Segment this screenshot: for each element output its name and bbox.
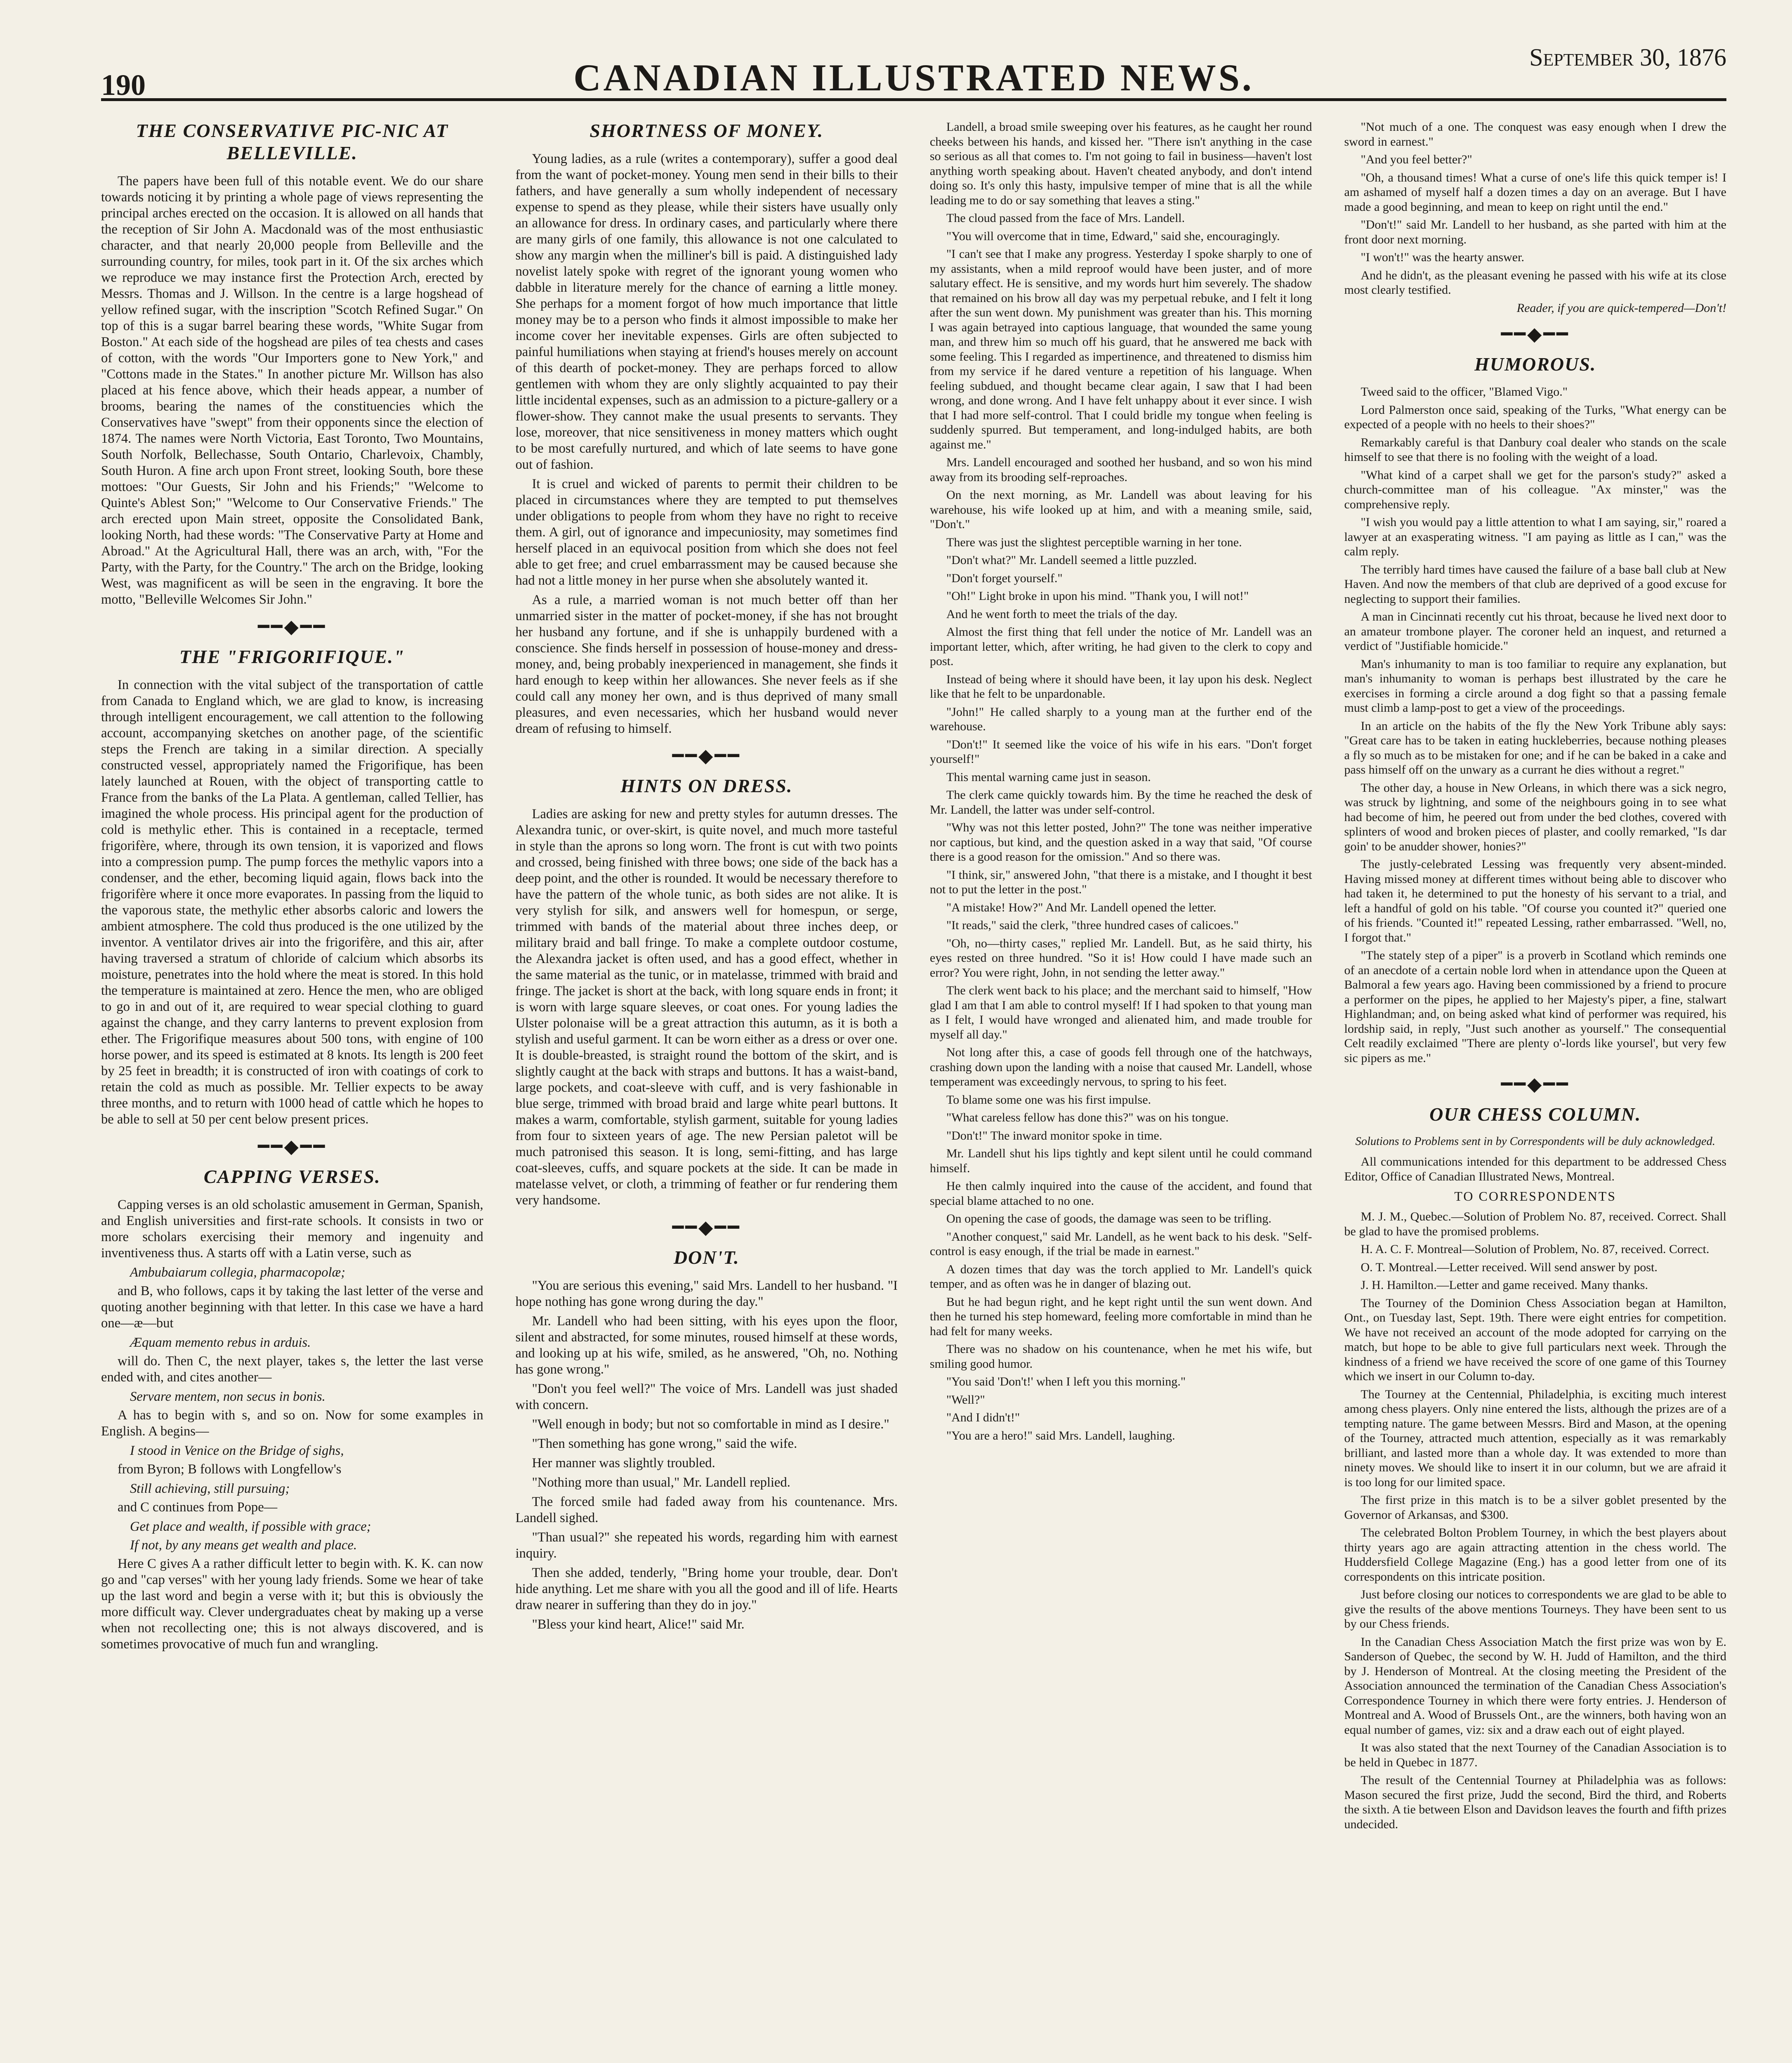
newspaper-title: CANADIAN ILLUSTRATED NEWS. (573, 57, 1254, 99)
section-divider: ━━◆━━ (1501, 1074, 1570, 1095)
article-paragraph: from Byron; B follows with Longfellow's (118, 1462, 342, 1477)
masthead (101, 39, 1726, 101)
article-paragraph: "What careless fellow has done this?" was on his tongue. (946, 1111, 1229, 1124)
article-paragraph: Here C gives A a rather difficult letter to begin with. K. K. can now go and "cap verses" with her young lady friends. Some we hear of take up the last word and begin a verse with it; but this is obviously the more difficult way. Clever undergraduates cheat by making up a verse when not recollecting one; this is not always discovered, and is sometimes provocative of much fun and wrangling. (101, 1556, 483, 1652)
article-paragraph: A dozen times that day was the torch applied to Mr. Landell's quick temper, and as often was he in danger of blazing out. (930, 1262, 1312, 1291)
verse-quote: Ambubaiarum collegia, pharmacopolæ; (130, 1265, 346, 1280)
humor-item: The terribly hard times have caused the failure of a base ball club at New Haven. And now the members of that club are deprived of a good excuse for neglecting to support their families. (1344, 562, 1726, 606)
chess-news-paragraph: Just before closing our notices to correspondents we are glad to be able to give the results of the above mentions Tourneys. They have been sent to us by our Chess friends. (1344, 1588, 1726, 1631)
section-divider: ━━◆━━ (258, 616, 327, 637)
article-paragraph: "Oh, no—thirty cases," replied Mr. Landell. But, as he said thirty, his eyes rested on three hundred. "So it is! How could I have made such an error? You were right, John, in not sending the letter away." (930, 936, 1312, 980)
article-paragraph: Mrs. Landell encouraged and soothed her husband, and so won his mind away from its brooding self-reproaches. (930, 456, 1312, 484)
chess-news-paragraph: The first prize in this match is to be a silver goblet presented by the Governor of Arkansas, and $300. (1344, 1493, 1726, 1522)
article-heading-humorous: HUMOROUS. (1474, 354, 1596, 375)
article-paragraph: "Oh, a thousand times! What a curse of one's life this quick temper is! I am ashamed of myself half a dozen times a day on an average. But I have made a good beginning, and mean to keep on right until the end." (1344, 170, 1726, 214)
column-3 (930, 120, 1312, 2063)
humor-item: A man in Cincinnati recently cut his throat, because he lived next door to an amateur trombone player. The coroner held an inquest, and returned a verdict of "Justifiable homicide." (1344, 610, 1726, 653)
article-paragraph: "You are serious this evening," said Mrs. Landell to her husband. "I hope nothing has gone wrong during the day." (515, 1278, 898, 1309)
article-paragraph: On opening the case of goods, the damage was seen to be trifling. (946, 1212, 1272, 1225)
verse-quote: Still achieving, still pursuing; (130, 1481, 290, 1496)
article-paragraph: And he didn't, as the pleasant evening he passed with his wife at its close most clearly testified. (1344, 268, 1726, 297)
section-divider: ━━◆━━ (672, 1217, 741, 1238)
article-paragraph: "Don't!" It seemed like the voice of his wife in his ears. "Don't forget yourself!" (930, 737, 1312, 766)
article-paragraph: It is cruel and wicked of parents to permit their children to be placed in circumstances where they are tempted to put themselves under obligations to people from whom they have no right to receive them. A girl, out of ignorance and impecuniosity, may sometimes find herself placed in an equivocal position from which she does not feel able to get free; and cruel embarrassment may be caused because she had not a little money in her purse when she absolutely wanted it. (515, 477, 898, 588)
article-heading-dont: DON'T. (673, 1247, 740, 1268)
section-divider: ━━◆━━ (258, 1136, 327, 1157)
humor-item: In an article on the habits of the fly the New York Tribune ably says: "Great care has to be taken in eating huckleberries, because nothing pleases a fly so much as to be mistaken for one; and if he can be baked in a cake and pass himself off on the unwary as a currant he dies without a regret." (1344, 719, 1726, 777)
article-paragraph: "Don't forget yourself." (946, 571, 1063, 585)
article-paragraph: and B, who follows, caps it by taking the last letter of the verse and quoting another beginning with that letter. In this case we have a hard one—æ—but (101, 1284, 483, 1331)
article-paragraph: The forced smile had faded away from his countenance. Mrs. Landell sighed. (515, 1494, 898, 1525)
article-paragraph: "And you feel better?" (1361, 153, 1472, 166)
article-paragraph: "Bless your kind heart, Alice!" said Mr. (532, 1617, 745, 1632)
article-paragraph: There was no shadow on his countenance, when he met his wife, but smiling good humor. (930, 1342, 1312, 1371)
chess-news-paragraph: In the Canadian Chess Association Match the first prize was won by E. Sanderson of Quebec, the second by W. H. Judd of Hamilton, and the third by J. Henderson of Montreal. At the closing meeting the President of the Association announced the termination of the Canadian Chess Association's Correspondence Tourney in which there were forty entries. J. Henderson of Montreal and A. Wood of Brussels Ont., are the winners, both having won an equal number of games, viz: six and a draw each out of eight played. (1344, 1635, 1726, 1737)
verse-quote: Servare mentem, non secus in bonis. (130, 1389, 325, 1404)
verse-quote: I stood in Venice on the Bridge of sighs, (130, 1443, 344, 1458)
column-4 (1344, 120, 1727, 2063)
page-number: 190 (101, 68, 146, 101)
article-paragraph: Landell, a broad smile sweeping over his features, as he caught her round cheeks between his hands, and kissed her. "There isn't anything in the case so serious as all that comes to. I'm not going to fail in business—haven't lost anything worth speaking about. Haven't cheated anybody, and don't intend doing so. It's only this hasty, impulsive temper of mine that is all the while leading me to do or say something that leaves a sting." (930, 120, 1312, 207)
article-paragraph: "Don't!" The inward monitor spoke in time. (946, 1128, 1162, 1142)
article-paragraph: "You will overcome that in time, Edward," said she, encouragingly. (946, 229, 1280, 243)
correspondent-note: H. A. C. F. Montreal—Solution of Problem, No. 87, received. Correct. (1361, 1242, 1709, 1256)
page-columns (101, 120, 1726, 2063)
article-heading-frigorifique: THE "FRIGORIFIQUE." (179, 646, 405, 667)
article-heading-hints-on-dress: HINTS ON DRESS. (620, 775, 793, 796)
article-paragraph: "Why was not this letter posted, John?" The tone was neither imperative nor captious, but kind, and the question asked in a way that said, "Of course there is a good reason for the omission." And so there was. (930, 821, 1312, 864)
article-paragraph: As a rule, a married woman is not much better off than her unmarried sister in the matter of pocket-money, if she has not brought her husband any fortune, and if she is unhappily burdened with a conscience. She finds herself in possession of house-money and dress-money, and, being probably inexperienced in management, she finds it hard enough to keep within her allowances. She never feels as if she could call any money her own, and is thus deprived of many small pleasures, and even necessaries, which her husband would never dream of refusing to himself. (515, 592, 898, 736)
chess-news-paragraph: The Tourney of the Dominion Chess Association began at Hamilton, Ont., on Tuesday last, Sept. 19th. There were eight entries for competition. We have not received an account of the mode adopted for carrying on the match, but hope to be able to give full particulars next week. Through the kindness of a friend we have received the score of one game of this Tourney which we insert in our Column to-day. (1344, 1296, 1726, 1383)
article-paragraph: "Than usual?" she repeated his words, regarding him with earnest inquiry. (515, 1530, 898, 1561)
article-paragraph: Her manner was slightly troubled. (532, 1456, 715, 1471)
article-heading-capping-verses: CAPPING VERSES. (203, 1166, 381, 1187)
section-divider: ━━◆━━ (672, 745, 741, 766)
article-paragraph: "Well enough in body; but not so comfortable in mind as I desire." (532, 1417, 889, 1432)
article-paragraph: "John!" He called sharply to a young man at the further end of the warehouse. (930, 705, 1312, 733)
article-paragraph: There was just the slightest perceptible warning in her tone. (946, 535, 1242, 549)
article-paragraph: "You are a hero!" said Mrs. Landell, laughing. (946, 1428, 1175, 1442)
chess-news-paragraph: The celebrated Bolton Problem Tourney, in which the best players about thirty years ago are again attracting attention in the chess world. The Huddersfield College Magazine (Eng.) has a good letter from one of its correspondents on this intricate position. (1344, 1526, 1726, 1584)
humor-item: Man's inhumanity to man is too familiar to require any explanation, but man's inhumanity to woman is perhaps best illustrated by the care he exercises in forming a circle around a dog fight so that a passing female must climb a lamp-post to get a view of the proceedings. (1344, 657, 1726, 715)
article-paragraph: Almost the first thing that fell under the notice of Mr. Landell was an important letter, which, after writing, he had given to the clerk to copy and post. (930, 625, 1312, 668)
humor-item: The justly-celebrated Lessing was frequently very absent-minded. Having missed money at different times without being able to discover who had taken it, he determined to put the honesty of his servant to a trial, and left a handful of gold on his table. "Of course you counted it?" queried one of his friends. "Counted it!" repeated Lessing, rather embarrassed. "Well, no, I forgot that." (1344, 857, 1726, 944)
humor-item: The other day, a house in New Orleans, in which there was a sick negro, was struck by lightning, and some of the neighbours going in to see what had become of him, he peered out from under the bed clothes, covered with splinters of wood and broken pieces of plaster, and coolly remarked, "Is dar goin' to be anudder shower, honies?" (1344, 781, 1726, 853)
article-paragraph: "Nothing more than usual," Mr. Landell replied. (532, 1475, 790, 1490)
section-divider: ━━◆━━ (1501, 323, 1570, 345)
article-paragraph: Then she added, tenderly, "Bring home your trouble, dear. Don't hide anything. Let me share with you all the good and ill of life. Hearts draw nearer in suffering than they do in joy." (515, 1565, 898, 1612)
article-heading-shortness-of-money: SHORTNESS OF MONEY. (589, 120, 824, 141)
article-heading-chess-column: OUR CHESS COLUMN. (1429, 1104, 1641, 1125)
article-paragraph: "And I didn't!" (946, 1411, 1020, 1424)
chess-news-paragraph: It was also stated that the next Tourney of the Canadian Association is to be held in Quebec in 1877. (1344, 1741, 1726, 1769)
article-paragraph: A has to begin with s, and so on. Now for some examples in English. A begins— (101, 1408, 483, 1439)
correspondent-note: M. J. M., Quebec.—Solution of Problem No. 87, received. Correct. Shall be glad to have the promised problems. (1344, 1210, 1726, 1238)
article-paragraph: "You said 'Don't!' when I left you this morning." (946, 1375, 1186, 1388)
chess-news-paragraph: The result of the Centennial Tourney at Philadelphia was as follows: Mason secured the first prize, Judd the second, Bird the third, and Roberts the sixth. A tie between Elson and Davidson leaves the fourth and fifth prizes undecided. (1344, 1773, 1726, 1831)
article-paragraph: "Don't what?" Mr. Landell seemed a little puzzled. (946, 553, 1197, 567)
article-paragraph: This mental warning came just in season. (946, 770, 1151, 784)
article-paragraph: Mr. Landell who had been sitting, with his eyes upon the floor, silent and abstracted, for some minutes, roused himself at these words, and looking up at his wife, smiled, as he answered, "Oh, no. Nothing has gone wrong." (515, 1314, 898, 1377)
article-paragraph: "I think, sir," answered John, "that there is a mistake, and I thought it best not to put the letter in the post." (930, 868, 1312, 896)
article-paragraph: But he had begun right, and he kept right until the sun went down. And then he turned his step homeward, feeling more comfortable in mind than he had felt for many weeks. (930, 1295, 1312, 1338)
verse-quote: Æquam memento rebus in arduis. (130, 1335, 311, 1350)
article-paragraph: Mr. Landell shut his lips tightly and kept silent until he could command himself. (930, 1147, 1312, 1175)
article-paragraph: Capping verses is an old scholastic amusement in German, Spanish, and English universities and first-rate schools. It consists in two or more scholars exercising their memory and ingenuity and inventiveness thus. A starts off with a Latin verse, such as (101, 1197, 483, 1260)
issue-date: September 30, 1876 (1529, 44, 1726, 71)
article-paragraph: Not long after this, a case of goods fell through one of the hatchways, crashing down upon the landing with a noise that caused Mr. Landell, whose temperament was exceedingly nervous, to spring to his feet. (930, 1046, 1312, 1088)
article-paragraph: "Don't you feel well?" The voice of Mrs. Landell was just shaded with concern. (515, 1381, 898, 1412)
humor-item: "I wish you would pay a little attention to what I am saying, sir," roared a lawyer at an exasperating witness. "I am paying as little as I can," was the calm reply. (1344, 515, 1726, 558)
article-paragraph: "Don't!" said Mr. Landell to her husband, as she parted with him at the front door next morning. (1344, 218, 1726, 246)
article-paragraph: Young ladies, as a rule (writes a contemporary), suffer a good deal from the want of pocket-money. Young men send in their bills to their fathers, and have generally a sum wholly independent of necessary expense to spend as they please, while their sisters have usually only an allowance for dress. In ordinary cases, and particularly where there are many girls of one family, this allowance is not one calculated to show any margin when the milliner's bill is paid. A distinguished lady novelist lately spoke with regret of the ignorant young women who dabble in literature merely for the chance of earning a little money. She perhaps for a moment forgot of how much importance that little money may be to a person who finds it almost impossible to make her income cover her inevitable expenses. Girls are often subjected to painful humiliations when staying at friend's houses merely on account of this dearth of pocket-money. They are perhaps forced to allow gentlemen with whom they are only slightly acquainted to pay their little incidental expenses, such as an admission to a picture-gallery or a flower-show. They cannot make the usual presents to servants. They lose, moreover, that nice sensitiveness in money matters which ought to be most carefully nurtured, and which of late seems to have gone out of fashion. (515, 151, 898, 472)
verse-quote: If not, by any means get wealth and place. (130, 1538, 357, 1553)
article-paragraph: "It reads," said the clerk, "three hundred cases of calicoes." (946, 918, 1239, 932)
article-paragraph: The clerk came quickly towards him. By the time he reached the desk of Mr. Landell, the latter was under self-control. (930, 788, 1312, 817)
article-paragraph: "Well?" (946, 1393, 985, 1407)
humor-item: "What kind of a carpet shall we get for the parson's study?" asked a church-committee man of his colleague. "Ax minster," was the comprehensive reply. (1344, 468, 1726, 511)
article-paragraph: "Then something has gone wrong," said the wife. (532, 1436, 797, 1451)
article-paragraph: The papers have been full of this notable event. We do our share towards noticing it by printing a whole page of views representing the principal arches erected on the occasion. It is allowed on all hands that the reception of Sir John A. Macdonald was of the most enthusiastic character, and that nearly 20,000 people from Belleville and the surrounding country, for miles, took part in it. Of the six arches which we reproduce we may instance first the Protection Arch, erected by Messrs. Thomas and J. Willson. In the centre is a large hogshead of yellow refined sugar, with the inscription "Scotch Refined Sugar." On top of this is a sugar barrel bearing these words, "White Sugar from Boston." At each side of the hogshead are piles of tea chests and cases of cotton, with the words "Our Importers gone to New York," and "Cottons made in the States." In another picture Mr. Willson has also placed at his fence above, which their heads appear, a number of brooms, bearing the names of the constituencies which the Conservatives have "swept" from their opponents since the election of 1874. The names were North Victoria, East Toronto, Two Mountains, South Norfolk, Bellechasse, South Ontario, Charlevoix, Chambly, South Huron. A fine arch upon Front street, looking South, bore these mottoes: "Our Guests, Sir John and his Friends;" "Welcome to Quinte's Ablest Son;" "Welcome to Our Conservative Friends." The arch erected upon Main street, opposite the Consolidated Bank, looking North, had these words: "The Conservative Party at Home and Abroad." At the Agricultural Hall, there was an arch, with, "For the Party, with the Party, for the Country." The arch on the Bridge, looking West, was magnificent as will be seen in the engraving. It bore the motto, "Belleville Welcomes Sir John." (101, 174, 483, 607)
humor-item: "The stately step of a piper" is a proverb in Scotland which reminds one of an anecdote of a certain noble lord when in attendance upon the Queen at Balmoral a few years ago. Having been commissioned by a friend to procure a performer on the pipes, he applied to her Majesty's piper, a fine, stalwart Highlandman; and, on being asked what kind of performer was required, his lordship said, in reply, "Just such another as yourself." The consequential Celt readily exclaimed "There are plenty o'-lords like yoursel', but very few sic pipers as me." (1344, 949, 1726, 1065)
article-paragraph: The cloud passed from the face of Mrs. Landell. (946, 211, 1185, 225)
chess-address-note: All communications intended for this department to be addressed Chess Editor, Office of Canadian Illustrated News, Montreal. (1344, 1155, 1726, 1183)
verse-quote: Get place and wealth, if possible with grace; (130, 1519, 371, 1534)
article-paragraph: "Not much of a one. The conquest was easy enough when I drew the sword in earnest." (1344, 120, 1726, 149)
article-paragraph: "A mistake! How?" And Mr. Landell opened the letter. (946, 900, 1217, 914)
correspondent-note: O. T. Montreal.—Letter received. Will send answer by post. (1361, 1260, 1658, 1274)
humor-item: Lord Palmerston once said, speaking of the Turks, "What energy can be expected of a people with no heels to their shoes?" (1344, 403, 1726, 431)
correspondents-heading: TO CORRESPONDENTS (1454, 1189, 1617, 1204)
article-closing-line: Reader, if you are quick-tempered—Don't! (1516, 301, 1726, 315)
chess-solutions-note: Solutions to Problems sent in by Correspondents will be duly acknowledged. (1355, 1135, 1716, 1148)
masthead-rule (101, 98, 1726, 101)
article-paragraph: Ladies are asking for new and pretty styles for autumn dresses. The Alexandra tunic, or over-skirt, is quite novel, and much more tasteful in style than the aprons so long worn. The front is cut with two points and crossed, being finished with three bows; one side of the back has a deep point, and the other is rounded. It would be necessary therefore to have the pattern of the whole tunic, as both sides are not alike. It is very stylish for silk, and answers well for homespun, or serge, trimmed with bands of the material about three inches deep, or military braid and ball fringe. To make a complete outdoor costume, the Alexandra jacket is often used, and has a good effect, whether in the same material as the tunic, or in matelasse, trimmed with braid and fringe. The jacket is short at the back, with long square ends in front; it is worn with large square sleeves, or coat ones. For young ladies the Ulster polonaise will be a great attraction this autumn, as it is both a stylish and useful garment. It can be worn either as a dress or over one. It is double-breasted, is straight round the bottom of the skirt, and is slightly caught at the back with straps and buttons. It has a waist-band, large pockets, and coat-sleeve with cuff, and is very fashionable in blue serge, trimmed with broad braid and large white pearl buttons. It makes a warm, comfortable, stylish garment, suitable for young ladies from four to sixteen years of age. The new Persian paletot will be much patronised this season. It is long, semi-fitting, and has large coat-sleeves, cuffs, and square pockets at the side. It can be made in matelasse velvet, or cloth, a trimming of feather or fur rendering them very handsome. (515, 807, 898, 1208)
article-paragraph: He then calmly inquired into the cause of the accident, and found that special blame attached to no one. (930, 1179, 1312, 1208)
column-2 (516, 120, 898, 2063)
chess-news-paragraph: The Tourney at the Centennial, Philadelphia, is exciting much interest among chess players. Only nine entered the lists, although the prizes are of a tempting nature. The game between Messrs. Bird and Mason, at the opening of the Tourney, attracted much attention, especially as it was remarkably brilliant, and lasted more than a whole day. It was extended to more than ninety moves. We should like to insert it in our column, but we are afraid it is too long for our limited space. (1344, 1387, 1726, 1489)
humor-item: Tweed said to the officer, "Blamed Vigo." (1361, 385, 1568, 399)
article-paragraph: and C continues from Pope— (118, 1500, 278, 1515)
article-paragraph: "I won't!" was the hearty answer. (1361, 250, 1524, 264)
article-paragraph: On the next morning, as Mr. Landell was about leaving for his warehouse, his wife looked up at him, and with a meaning smile, said, "Don't." (930, 488, 1312, 531)
article-heading-conservative-picnic: THE CONSERVATIVE PIC-NIC AT BELLEVILLE. (136, 120, 448, 163)
article-paragraph: The clerk went back to his place; and the merchant said to himself, "How glad I am that I am able to control myself! If I had spoken to that young man as I felt, I would have wronged and alienated him, and made trouble for myself all day." (930, 984, 1312, 1041)
article-paragraph: will do. Then C, the next player, takes s, the letter the last verse ended with, and cites another— (101, 1354, 483, 1385)
article-paragraph: "I can't see that I make any progress. Yesterday I spoke sharply to one of my assistants, when a mild reproof would have been juster, and of more salutary effect. He is sensitive, and my words hurt him severely. The shadow that remained on his brow all day was my perpetual rebuke, and I felt it long after the sun went down. My punishment was greater than his. This morning I was again betrayed into captious language, that wounded the same young man, and threw him so much off his guard, that he answered me back with some feeling. This I regarded as impertinence, and threatened to dismiss him from my service if he dared venture a repetition of his language. When feeling subdued, and thought became clear again, I saw that I had been wrong, and done wrong. And I have felt unhappy about it ever since. I wish that I had more self-control. That I could bridle my tongue when feeling is suddenly spurred. But temperament, and long-indulged habits, are both against me." (930, 247, 1312, 451)
article-paragraph: To blame some one was his first impulse. (946, 1093, 1151, 1107)
article-paragraph: In connection with the vital subject of the transportation of cattle from Canada to England which, we are glad to know, is increasing through intelligent encouragement, we call attention to the following account, accompanying sketches on another page, of the scientific steps the French are taking in a similar direction. A specially constructed vessel, appropriately named the Frigorifique, has been lately launched at Rouen, with the object of transporting cattle to France from the banks of the La Plata. A gentleman, called Tellier, has imagined the whole process. His principal agent for the production of cold is methylic ether. This is contained in a receptacle, termed frigorifère, where, through its own tension, it is vaporized and flows into a compression pump. The pump forces the methylic vapors into a condenser, and the ether, becoming liquid again, flows back into the frigorifère where it once more evaporates. In passing from the liquid to the vaporous state, the methylic ether absorbs caloric and lowers the ambient atmosphere. The cold thus produced is the one utilized by the inventor. A ventilator drives air into the frigorifère, and this air, after having traversed a stratum of chloride of calcium which absorbs its moisture, penetrates into the hold where the meat is stored. In this hold the temperature is maintained at zero. Hence the men, who are obliged to go in and out of it, are required to wear special clothing to guard against the change, and they carry lanterns to prevent explosion from ether. The Frigorifique measures about 500 tons, with engine of 100 horse power, and its speed is estimated at 8 knots. Its length is 200 feet by 25 feet in breadth; it is constructed of iron with coatings of cork to retain the cold as much as possible. Mr. Tellier expects to be away three months, and to return with 1000 head of cattle which he hopes to be able to sell at 50 per cent below present prices. (101, 677, 483, 1127)
article-paragraph: "Oh!" Light broke in upon his mind. "Thank you, I will not!" (946, 589, 1249, 603)
column-1 (101, 120, 483, 2063)
article-paragraph: And he went forth to meet the trials of the day. (946, 607, 1178, 621)
correspondent-note: J. H. Hamilton.—Letter and game received. Many thanks. (1361, 1278, 1648, 1292)
article-paragraph: Instead of being where it should have been, it lay upon his desk. Neglect like that he felt to be unpardonable. (930, 672, 1312, 701)
article-paragraph: "Another conquest," said Mr. Landell, as he went back to his desk. "Self-control is easy enough, if the trial be made in earnest." (930, 1230, 1312, 1258)
humor-item: Remarkably careful is that Danbury coal dealer who stands on the scale himself to see that there is no fooling with the weight of a load. (1344, 435, 1726, 464)
